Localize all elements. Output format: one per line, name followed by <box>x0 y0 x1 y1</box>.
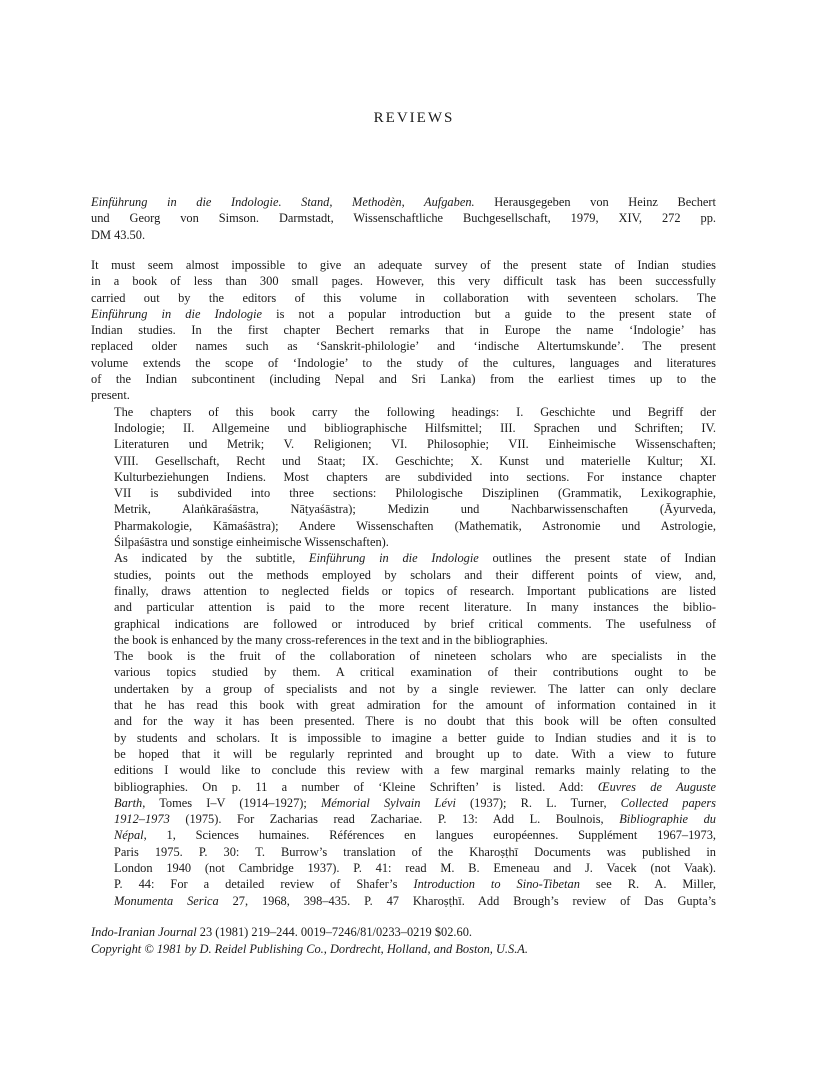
text-segment: und Georg von Simson. Darmstadt, Wissenschaftliche Buchgesellschaft, 1979, XIV, 272 pp. <box>91 211 716 226</box>
italic-text: Œuvres de Auguste <box>597 779 716 794</box>
text-line <box>91 257 716 273</box>
text-line <box>91 762 716 778</box>
text-segment: , 1, Sciences humaines. Références en langues européennes. Supplément 1967–1973, <box>143 828 716 843</box>
text-segment: and particular attention is paid to the more recent literature. In many instances the biblio- <box>114 600 716 615</box>
text-segment: carried out by the editors of this volume in collaboration with seventeen scholars. The <box>91 290 716 305</box>
text-line <box>91 827 716 843</box>
italic-text: Collected papers <box>620 795 717 810</box>
review-body <box>91 257 716 909</box>
text-line <box>91 322 716 338</box>
text-segment: Kulturbeziehungen Indiens. Most chapters are subdivided into sections. For instance chapter <box>114 469 716 484</box>
text-segment: see R. A. Miller, <box>579 877 716 892</box>
text-segment: editions I would like to conclude this review with a few marginal remarks mainly relating to the <box>114 763 716 778</box>
text-segment: 27, 1968, 398–435. P. 47 Kharoṣṭhī. Add Brough’s review of Das Gupta’s <box>218 893 716 908</box>
text-segment: It must seem almost impossible to give an adequate survey of the present state of Indian studies <box>91 258 716 272</box>
text-segment: that he has read this book with great admiration for the amount of information contained in it <box>114 698 716 713</box>
text-line <box>91 469 716 485</box>
text-segment: be hoped that it will be regularly reprinted and brought up to date. With a view to future <box>114 746 716 761</box>
italic-text: Introduction to Sino-Tibetan <box>413 877 580 892</box>
text-line <box>91 306 716 322</box>
paragraph <box>91 648 716 909</box>
text-segment: The book is the fruit of the collaboration of nineteen scholars who are specialists in the <box>114 649 716 664</box>
text-line <box>91 338 716 354</box>
text-segment: , Tomes I–V (1914–1927); <box>142 795 321 810</box>
text-segment: London 1940 (not Cambridge 1937). P. 41: read M. B. Emeneau and J. Vacek (not Vaak). <box>114 860 716 875</box>
text-line <box>91 924 711 941</box>
italic-text: Bibliographie du <box>619 812 716 827</box>
text-line <box>91 290 716 306</box>
text-segment: Paris 1975. P. 30: T. Burrow’s translation of the Kharoṣṭhī Documents was published in <box>114 844 716 859</box>
text-line <box>91 632 716 648</box>
text-line <box>91 681 716 697</box>
text-line <box>91 404 716 420</box>
text-segment: Literaturen und Metrik; V. Religionen; VI. Philosophie; VII. Einheimische Wissenschaften; <box>114 437 716 452</box>
text-segment: Indologie; II. Allgemeine und bibliographische Hilfsmittel; III. Sprachen und Schriften; IV. <box>114 420 716 435</box>
text-segment: finally, draws attention to neglected fields or topics of research. Important publications are listed <box>114 583 716 598</box>
text-line <box>91 648 716 664</box>
text-segment: (1975). For Zacharias read Zachariae. P. 13: Add L. Boulnois, <box>169 812 620 827</box>
text-line <box>91 583 716 599</box>
text-segment: The chapters of this book carry the following headings: I. Geschichte und Begriff der <box>114 404 716 419</box>
text-segment: the book is enhanced by the many cross-references in the text and in the bibliographies. <box>114 632 548 647</box>
text-segment: VIII. Gesellschaft, Recht und Staat; IX. Geschichte; X. Kunst und materielle Kultur; XI. <box>114 453 716 468</box>
text-segment: by students and scholars. It is impossible to imagine a better guide to Indian studies and it is to <box>114 730 716 745</box>
text-line <box>91 485 716 501</box>
text-line <box>91 371 716 387</box>
page-title: REVIEWS <box>373 110 455 126</box>
text-line <box>91 860 716 876</box>
text-segment: Pharmakologie, Kāmaśāstra); Andere Wissenschaften (Mathematik, Astronomie und Astrologie, <box>114 518 716 533</box>
text-line <box>91 876 716 892</box>
text-line <box>91 501 716 517</box>
text-line <box>91 210 716 226</box>
text-line <box>91 518 716 534</box>
text-segment: various topics studied by them. A critical examination of their contributions ought to be <box>114 665 716 680</box>
text-line <box>91 387 716 403</box>
text-segment: Herausgegeben von Heinz Bechert <box>474 195 716 209</box>
text-line <box>91 599 716 615</box>
text-line <box>91 436 716 452</box>
paragraph <box>91 404 716 551</box>
text-line <box>91 811 716 827</box>
text-segment: present. <box>91 388 130 403</box>
italic-text: Barth <box>114 795 143 810</box>
text-line <box>91 941 711 958</box>
text-line <box>91 730 716 746</box>
text-line <box>91 567 716 583</box>
text-segment: in a book of less than 300 small pages. However, this very difficult task has been successfully <box>91 274 716 289</box>
text-segment: Śilpaśāstra und sonstige einheimische Wissenschaften). <box>114 535 389 550</box>
italic-text: Copyright © 1981 by D. Reidel Publishing Co., Dordrecht, Holland, and Boston, U.S.A. <box>91 942 528 956</box>
text-segment: VII is subdivided into three sections: Philologische Disziplinen (Grammatik, Lexikographie, <box>114 486 716 501</box>
text-line <box>91 616 716 632</box>
text-segment: of the Indian subcontinent (including Nepal and Sri Lanka) from the earliest times up to the <box>91 372 716 387</box>
italic-text: Indo-Iranian Journal <box>91 925 197 939</box>
text-line <box>91 194 716 210</box>
text-segment: graphical indications are followed or introduced by brief critical comments. The usefulness of <box>114 616 716 631</box>
text-line <box>91 664 716 680</box>
paragraph <box>91 550 716 648</box>
text-segment: and for the way it has been presented. There is no doubt that this book will be often consulted <box>114 714 716 729</box>
text-segment: is not a popular introduction but a guide to the present state of <box>262 306 716 321</box>
text-segment: studies, points out the methods employed by scholars and their different points of view, and, <box>114 567 716 582</box>
text-segment: 23 (1981) 219–244. 0019–7246/81/0233–0219 $02.60. <box>196 925 472 939</box>
italic-text: Einführung in die Indologie <box>308 551 479 566</box>
text-line <box>91 534 716 550</box>
text-line <box>91 273 716 289</box>
text-line <box>91 420 716 436</box>
text-line <box>91 697 716 713</box>
text-segment: DM 43.50. <box>91 227 146 242</box>
text-line <box>91 453 716 469</box>
text-line <box>91 795 716 811</box>
italic-text: Monumenta Serica <box>114 893 219 908</box>
text-segment: Metrik, Alaṅkāraśāstra, Nāṭyaśāstra); Medizin und Nachbarwissenschaften (Āyurveda, <box>114 502 716 517</box>
italic-text: 1912–1973 <box>114 812 170 827</box>
text-line <box>91 779 716 795</box>
italic-text: Einführung in die Indologie. Stand, Methodèn, Aufgaben. <box>91 195 475 209</box>
text-segment: outlines the present state of Indian <box>478 551 716 566</box>
text-line <box>91 355 716 371</box>
text-segment: Indian studies. In the first chapter Bechert remarks that in Europe the name ‘Indologie’ has <box>91 323 716 338</box>
text-segment: bibliographies. On p. 11 a number of ‘Kleine Schriften’ is listed. Add: <box>114 779 598 794</box>
text-segment: P. 44: For a detailed review of Shafer’s <box>114 877 414 892</box>
text-line <box>91 713 716 729</box>
text-line <box>91 746 716 762</box>
text-line <box>91 227 716 243</box>
text-line <box>91 550 716 566</box>
paragraph <box>91 257 716 404</box>
text-segment: volume extends the scope of ‘Indologie’ to the study of the cultures, languages and literatures <box>91 355 716 370</box>
text-line <box>91 893 716 909</box>
italic-text: Mémorial Sylvain Lévi <box>320 795 456 810</box>
text-segment: (1937); R. L. Turner, <box>455 795 621 810</box>
text-segment: replaced older names such as ‘Sanskrit-philologie’ and ‘indische Altertumskunde’. The present <box>91 339 716 354</box>
text-line <box>91 844 716 860</box>
italic-text: Népal <box>114 828 144 843</box>
review-citation <box>91 194 716 243</box>
italic-text: Einführung in die Indologie <box>91 306 263 321</box>
text-segment: undertaken by a group of specialists and not by a single reviewer. The latter can only declare <box>114 681 716 696</box>
journal-footer <box>91 924 711 958</box>
text-segment: As indicated by the subtitle, <box>114 551 309 566</box>
